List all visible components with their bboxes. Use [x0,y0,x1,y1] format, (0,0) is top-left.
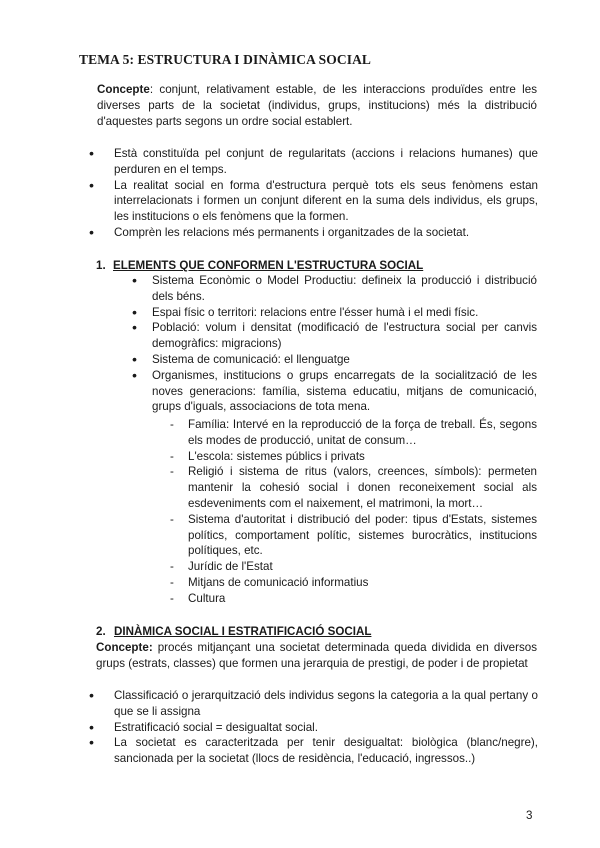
concept-label: Concepte: [96,641,153,654]
bullet-icon: ● ● [89,735,94,751]
dash-icon: - [170,575,174,589]
page-number: 3 [526,809,533,822]
section-1-heading: 1. ELEMENTS QUE CONFORMEN L'ESTRUCTURA SOCIAL [96,259,424,272]
bullet-icon: ● ● [89,720,94,736]
stratification-definition [96,640,537,672]
dash-icon: - [170,465,174,479]
intro-bullet-list [78,146,538,241]
bullet-icon: ● ● [132,305,137,321]
concept-definition [97,82,537,129]
list-item: - Cultura [170,591,226,605]
bullet-icon: ● ● [132,352,137,368]
list-item: ● ● Classificació o jerarquització dels individus segons la categoria a la qual pertany o que se li assigna [78,688,538,720]
list-item: ● ● Estratificació social = desigualtat social. [78,720,538,736]
list-item: ● ● Comprèn les relacions més permanents i organitzades de la societat. [78,225,538,241]
bullet-icon: ● ● [89,225,94,241]
list-item: - Sistema d'autoritat i distribució del poder: tipus d'Estats, sistemes polítics, comportament polític, sistemes burocràtics, institucions polítiques, etc. [170,512,537,558]
stratification-bullet-list [78,688,538,767]
list-item: ● ● Població: volum i densitat (modificació de l'estructura social per canvis demogràfics: migracions) [132,320,537,352]
dash-icon: - [170,418,174,431]
institutions-dash-list [170,417,537,607]
section-number: 1. [96,259,106,272]
list-item: ● ● Està constituïda pel conjunt de regularitats (accions i relacions humanes) que perduren en el temps. [78,146,538,178]
bullet-icon: ● ● [132,368,137,384]
concept-text: procés mitjançant una societat determinada queda dividida en diversos grups (estrats, classes) que formen una jerarquia de prestigi, de poder i de propietat [96,641,537,670]
dash-icon: - [170,512,174,526]
section-number: 2. [96,625,106,638]
page-title: TEMA 5: ESTRUCTURA I DINÀMICA SOCIAL [79,52,372,67]
list-item: - Jurídic de l'Estat [170,560,273,574]
dash-icon: - [170,591,174,605]
list-item: ● ● Sistema de comunicació: el llenguatge [132,352,537,368]
bullet-icon: ● ● [89,146,94,162]
bullet-icon: ● ● [132,320,137,336]
list-item: - L'escola: sistemes públics i privats [170,449,365,463]
concept-label: Concepte [97,83,150,96]
list-item: ● ● Espai físic o territori: relacions entre l'ésser humà i el medi físic. [132,305,537,321]
bullet-icon: ● ● [132,273,137,289]
concept-text: : conjunt, relativament estable, de les interaccions produïdes entre les diverses parts de la societat (individus, grups, institucions) més la distribució d'aquestes parts segons un ordre social establert. [97,83,537,128]
bullet-icon: ● ● [89,178,94,194]
list-item: - Família: Intervé en la reproducció de la força de treball. És, segons els modes de producció, unitat de consum… [170,418,537,447]
bullet-icon: ● ● [89,688,94,704]
elements-bullet-list [132,273,537,415]
list-item: ● ● Organismes, institucions o grups encarregats de la socialització de les noves generacions: família, sistema educatiu, mitjans de comunicació, grups d'iguals, associacions de tota mena. [132,368,537,415]
list-item: ● ● Sistema Econòmic o Model Productiu: defineix la producció i distribució dels béns. [132,273,537,305]
list-item: ● ● La societat es caracteritzada per tenir desigualtat: biològica (blanc/negre), sancionada per la societat (llocs de residència, l'educació, ingressos..) [78,735,538,767]
list-item: - Mitjans de comunicació informatius [170,575,369,589]
list-item: ● ● La realitat social en forma d'estructura perquè tots els seus fenòmens estan interrelacionats i formen un conjunt diferent en la suma dels individus, els grups, les institucions o els fenòmens que la formen. [78,178,538,225]
dash-icon: - [170,449,174,463]
list-item: - Religió i sistema de ritus (valors, creences, símbols): permeten mantenir la cohesió social i donen reconeixement social als esdeveniments com el naixement, el matrimoni, la mort… [170,465,537,510]
section-2-heading: 2. DINÀMICA SOCIAL I ESTRATIFICACIÓ SOCIAL [96,625,372,638]
dash-icon: - [170,560,174,574]
